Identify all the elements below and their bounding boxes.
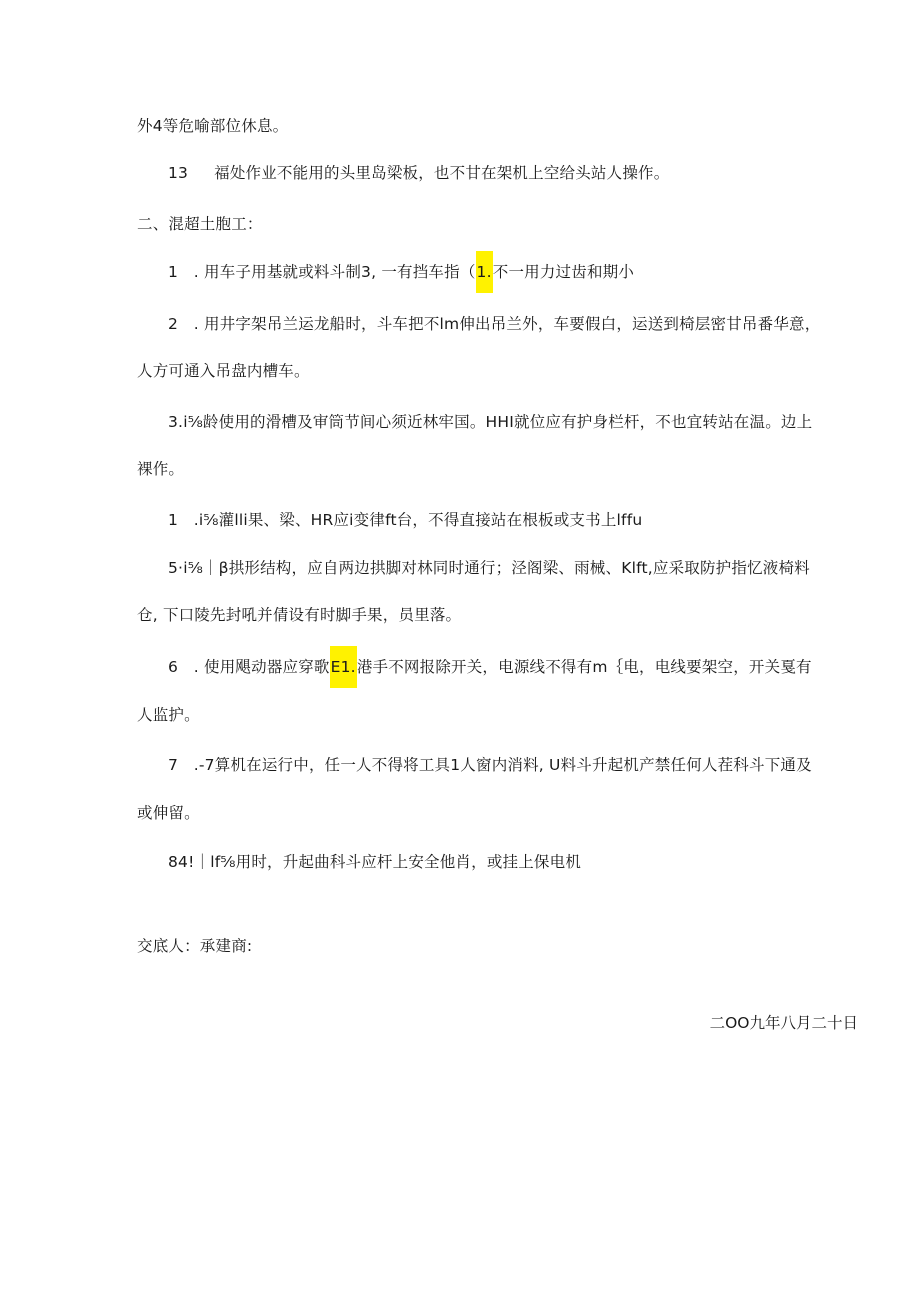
item-5-line-1: 5·i⅝｜β拱形结构，应自两边拱脚对林同时通行；泾阁梁、雨械、Klft,应采取防护指忆液椅料 — [168, 559, 810, 577]
item-7-line-1: 7 .-7算机在运行中，任一人不得将工具1人窗内消料, U料斗升起机产禁任何人茬科斗下通及 — [168, 756, 812, 774]
item-3-line-2: 裸作。 — [137, 460, 185, 478]
highlight-mark: 1. — [476, 251, 493, 293]
item-13 — [168, 162, 669, 184]
item-1 — [168, 261, 634, 283]
item-2-line-2: 人方可通入吊盘内槽车。 — [137, 362, 310, 380]
item-6-line-1 — [168, 656, 812, 678]
item-text: 1 . 用车子用基就或料斗制3, 一有挡车指（ — [168, 263, 476, 281]
item-4: 1 .i⅝灌lli果、梁、HR应i变律ft台，不得直接站在根板或支书上lffu — [168, 511, 643, 529]
item-text: 福处作业不能用的头里岛梁板，也不甘在架机上空给头站人操作。 — [214, 164, 670, 182]
item-text: 港手不网报除开关，电源线不得有m｛电，电线要架空，开关戛有 — [356, 658, 812, 676]
item-8: 84!｜lf⅝用时，升起曲科斗应杆上安全他肖，或挂上保电机 — [168, 853, 582, 871]
item-6-line-2: 人监护。 — [137, 706, 200, 724]
item-2-line-1: 2 . 用井字架吊兰运龙船时，斗车把不lm伸出吊兰外，车要假白，运送到椅层密甘吊番华意， — [168, 315, 821, 333]
item-number: 13 — [168, 164, 189, 182]
item-3-line-1: 3.i⅝龄使用的滑槽及审筒节间心须近林牢国。HHI就位应有护身栏杆，不也宜转站在温。边上 — [168, 413, 813, 431]
section-heading: 二、混超土胞工： — [137, 215, 263, 233]
item-7-line-2: 或伸留。 — [137, 804, 200, 822]
item-text: 不一用力过齿和期小 — [492, 263, 635, 281]
document-date: 二OO九年八月二十日 — [709, 1014, 858, 1032]
item-5-line-2: 仓, 下口陵先封吼并倩设有时脚手果，员里落。 — [137, 606, 462, 624]
signature-line: 交底人：承建商: — [137, 937, 253, 955]
highlight-mark: E1. — [330, 646, 357, 688]
text-line-continuation: 外4等危喻部位休息。 — [137, 117, 289, 135]
item-text: 6 . 使用飓动器应穿歌 — [168, 658, 330, 676]
